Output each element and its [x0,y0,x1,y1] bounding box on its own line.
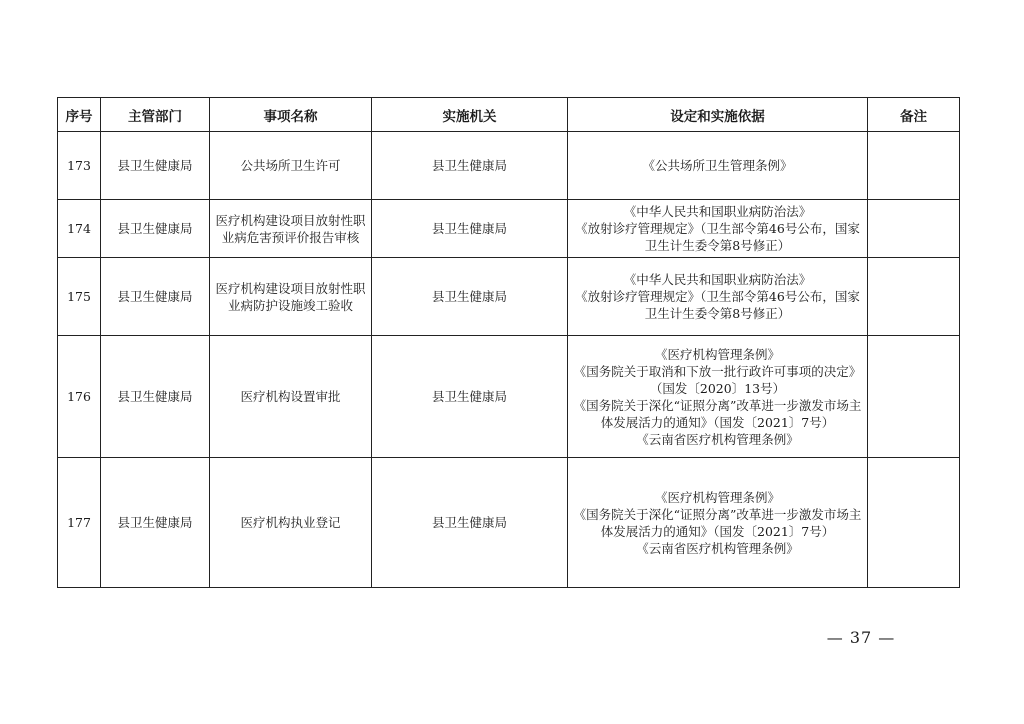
row-item: 公共场所卫生许可 [210,132,372,200]
basis-line: 《放射诊疗管理规定》（卫生部令第46号公布，国家卫生计生委令第8号修正） [575,221,860,253]
table-row [58,336,960,458]
row-number: 176 [58,336,101,458]
row-note [868,132,960,200]
row-note [868,200,960,258]
row-note [868,258,960,336]
col-header-basis: 设定和实施依据 [568,98,868,132]
col-header-dept: 主管部门 [101,98,210,132]
col-header-no: 序号 [58,98,101,132]
col-header-item: 事项名称 [210,98,372,132]
row-number: 173 [58,132,101,200]
row-basis [568,200,868,258]
basis-line: 《医疗机构管理条例》 [654,346,780,362]
row-agency: 县卫生健康局 [372,200,568,258]
basis-line: 《云南省医疗机构管理条例》 [636,431,799,447]
row-item: 医疗机构设置审批 [210,336,372,458]
basis-line: 《国务院关于深化“证照分离”改革进一步激发市场主体发展活力的通知》（国发〔2021〕7号） [573,397,862,430]
row-dept: 县卫生健康局 [101,336,210,458]
basis-line: 《公共场所卫生管理条例》 [642,158,793,173]
col-header-agency: 实施机关 [372,98,568,132]
table-row [58,258,960,336]
row-note [868,458,960,588]
items-table [57,97,960,588]
basis-line: 《中华人民共和国职业病防治法》 [623,204,812,219]
row-number: 175 [58,258,101,336]
table-row [58,458,960,588]
row-dept: 县卫生健康局 [101,458,210,588]
basis-line: 《云南省医疗机构管理条例》 [636,540,799,556]
row-basis [568,336,868,458]
row-item: 医疗机构建设项目放射性职业病防护设施竣工验收 [210,258,372,336]
page-number: — 37 — [826,628,896,647]
header-row [58,98,960,132]
table-row [58,200,960,258]
row-number: 177 [58,458,101,588]
row-agency: 县卫生健康局 [372,258,568,336]
table-row [58,132,960,200]
row-item: 医疗机构执业登记 [210,458,372,588]
row-number: 174 [58,200,101,258]
basis-line: 《放射诊疗管理规定》（卫生部令第46号公布，国家卫生计生委令第8号修正） [575,289,860,321]
row-basis [568,132,868,200]
row-basis [568,458,868,588]
row-agency: 县卫生健康局 [372,336,568,458]
basis-line: 《医疗机构管理条例》 [654,489,780,505]
row-agency: 县卫生健康局 [372,132,568,200]
basis-line: 《国务院关于深化“证照分离”改革进一步激发市场主体发展活力的通知》（国发〔2021〕7号） [573,506,862,539]
row-dept: 县卫生健康局 [101,200,210,258]
basis-line: 《国务院关于取消和下放一批行政许可事项的决定》（国发〔2020〕13号） [573,363,862,396]
row-dept: 县卫生健康局 [101,132,210,200]
col-header-note: 备注 [868,98,960,132]
row-basis [568,258,868,336]
row-agency: 县卫生健康局 [372,458,568,588]
basis-line: 《中华人民共和国职业病防治法》 [623,272,812,287]
row-item: 医疗机构建设项目放射性职业病危害预评价报告审核 [210,200,372,258]
row-dept: 县卫生健康局 [101,258,210,336]
row-note [868,336,960,458]
